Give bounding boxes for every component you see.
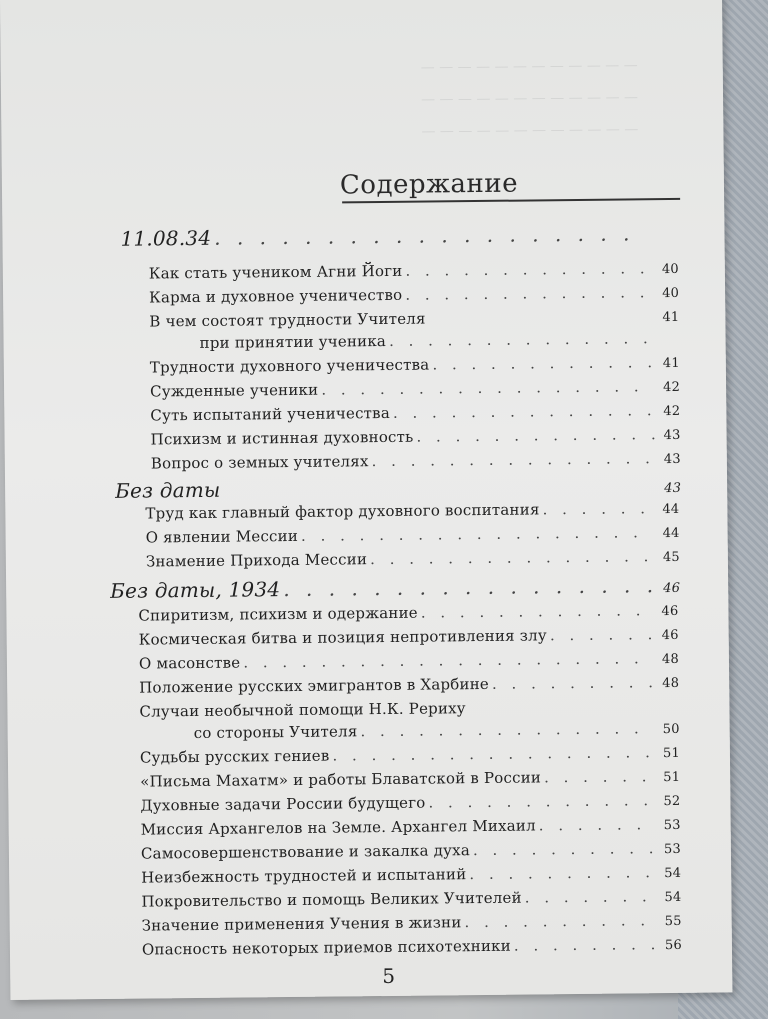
toc-entry <box>145 499 679 525</box>
toc-entry-title: Миссия Архангелов на Земле. Архангел Михаил <box>140 816 536 839</box>
toc-entry-title: Положение русских эмигрантов в Харбине <box>139 674 490 697</box>
toc-page-number: 48 <box>662 675 680 692</box>
toc-entry <box>139 673 679 699</box>
dot-leader <box>525 887 656 906</box>
dot-leader <box>360 719 653 740</box>
dot-leader <box>544 767 654 786</box>
toc-entry-title: Карма и духовное ученичество <box>149 285 403 307</box>
toc-page-number: 42 <box>663 379 681 396</box>
toc-page-number: 46 <box>663 580 681 597</box>
toc-entry <box>141 815 681 841</box>
toc-entry-title: Трудности духовного ученичества <box>149 355 430 377</box>
dot-leader <box>283 573 654 601</box>
toc-entry-title: Значение применения Учения в жизни <box>141 913 462 935</box>
toc-entry <box>141 863 681 889</box>
toc-entry <box>149 283 679 309</box>
toc-entry-title: О явлении Мессии <box>145 526 299 547</box>
toc-entry <box>146 547 680 573</box>
toc-page-number: 45 <box>662 549 680 566</box>
toc-entry-title: Как стать учеником Агни Йоги <box>148 261 403 283</box>
toc-page-number: 43 <box>663 451 681 468</box>
toc-entry-title: О масонстве <box>138 653 241 673</box>
dot-leader <box>321 377 654 398</box>
bleed-through-text: — — — — — — — — — — — — <box>421 121 639 140</box>
page-title: Содержание <box>339 168 519 201</box>
toc-entry <box>141 887 681 913</box>
dot-leader <box>301 523 654 545</box>
toc-entry-title: Космическая битва и позиция непротивления злу <box>138 626 547 649</box>
toc-entry <box>151 425 681 451</box>
toc-entry <box>151 449 681 475</box>
toc-page-number: 53 <box>663 817 681 834</box>
toc-page-number: 55 <box>664 913 682 930</box>
dot-leader <box>550 625 653 644</box>
dot-leader <box>214 221 641 249</box>
toc-entry-title: со стороны Учителя <box>193 722 358 743</box>
toc-entry <box>140 743 680 769</box>
toc-page-number: 41 <box>662 309 680 326</box>
toc-page-number: 53 <box>663 841 682 858</box>
toc-entry <box>139 697 679 723</box>
toc-entry-title: Опасность некоторых приемов психотехники <box>141 936 511 959</box>
dot-leader <box>370 547 654 568</box>
dot-leader <box>542 499 653 518</box>
dot-leader <box>243 649 653 671</box>
toc-page-number: 40 <box>661 261 679 278</box>
toc-section-heading <box>120 221 640 251</box>
dot-leader <box>539 815 655 834</box>
toc-entry <box>140 767 680 793</box>
toc-entry-title: Судьбы русских гениев <box>139 746 330 767</box>
toc-entry-title: Спиритизм, психизм и одержание <box>138 603 418 625</box>
dot-leader <box>371 449 654 470</box>
toc-page-number: 51 <box>663 769 681 786</box>
toc-entry-title: Сужденные ученики <box>150 380 319 401</box>
toc-page-number: 52 <box>663 793 681 810</box>
dot-leader <box>428 791 654 811</box>
toc-entry-title: Знамение Прихода Мессии <box>145 550 368 571</box>
toc-page-number: 44 <box>662 525 680 542</box>
toc-entry-title: Неизбежность трудностей и испытаний <box>141 865 467 887</box>
toc-section-title: 11.08.34 <box>120 225 212 251</box>
toc-entry-title: В чем состоят трудности Учителя <box>149 309 426 331</box>
dot-leader <box>492 673 653 693</box>
toc-entry <box>139 649 679 675</box>
toc-entry-title: при принятии ученика <box>199 331 387 352</box>
toc-page-number: 41 <box>662 355 680 372</box>
toc-entry <box>142 935 682 961</box>
dot-leader <box>416 425 654 445</box>
dot-leader <box>405 259 653 280</box>
toc-page-number: 48 <box>661 651 680 668</box>
toc-section-heading <box>110 573 681 603</box>
toc-page-number: 44 <box>662 501 680 518</box>
toc-entry-continuation <box>194 719 680 744</box>
dot-leader <box>405 283 653 304</box>
toc-page-number: 50 <box>662 721 680 738</box>
bleed-through-text: — — — — — — — — — — — — <box>420 57 638 76</box>
toc-entry-title: Покровительство и помощь Великих Учителей <box>141 888 522 911</box>
toc-page-number: 54 <box>664 865 682 882</box>
toc-entry-title: Психизм и истинная духовность <box>150 427 414 449</box>
toc-entry-title: Духовные задачи России будущего <box>140 793 426 815</box>
toc-entry <box>150 401 680 427</box>
dot-leader <box>473 839 655 859</box>
toc-entry <box>146 523 680 549</box>
toc-page-number: 56 <box>664 937 683 954</box>
toc-entry <box>138 601 678 627</box>
dot-leader <box>393 401 655 422</box>
toc-section-title: Без даты <box>115 477 221 503</box>
dot-leader <box>389 329 650 350</box>
toc-entry <box>150 377 680 403</box>
dot-leader <box>464 911 655 931</box>
toc-page-number: 43 <box>663 427 681 444</box>
toc-entry <box>149 259 679 285</box>
toc-page-number: 46 <box>661 603 679 620</box>
dot-leader <box>421 601 653 621</box>
toc-entry <box>139 625 679 651</box>
toc-entry-title: Самосовершенствование и закалка духа <box>140 841 471 863</box>
toc-entry-title: «Письма Махатм» и работы Блаватской в России <box>140 768 542 791</box>
toc-section-title: Без даты, 1934 <box>110 577 281 603</box>
dot-leader <box>469 863 655 883</box>
toc-page-number: 54 <box>664 889 682 906</box>
toc-entry <box>142 911 682 937</box>
toc-entry <box>150 353 680 379</box>
toc-page-number: 46 <box>661 627 679 644</box>
toc-entry <box>140 791 680 817</box>
page-number: 5 <box>382 963 396 989</box>
toc-page-number: 43 <box>664 480 682 497</box>
toc-entry-title: Вопрос о земных учителях <box>150 452 369 473</box>
toc-section-heading <box>115 473 682 503</box>
dot-leader <box>432 353 654 373</box>
toc-page-number: 40 <box>662 285 680 302</box>
dot-leader <box>514 935 656 954</box>
toc-entry-continuation <box>200 329 650 354</box>
bleed-through-text: — — — — — — — — — — — — <box>420 89 639 108</box>
toc-entry <box>149 307 679 333</box>
toc-page-number: 42 <box>663 403 681 420</box>
dot-leader <box>332 743 654 764</box>
toc-page-number: 51 <box>662 745 681 762</box>
toc-entry-title: Случаи необычной помощи Н.К. Рериху <box>139 699 466 721</box>
toc-entry <box>141 839 681 865</box>
toc-entry-title: Суть испытаний ученичества <box>150 403 391 425</box>
toc-entry-title: Труд как главный фактор духовного воспитания <box>145 500 540 523</box>
